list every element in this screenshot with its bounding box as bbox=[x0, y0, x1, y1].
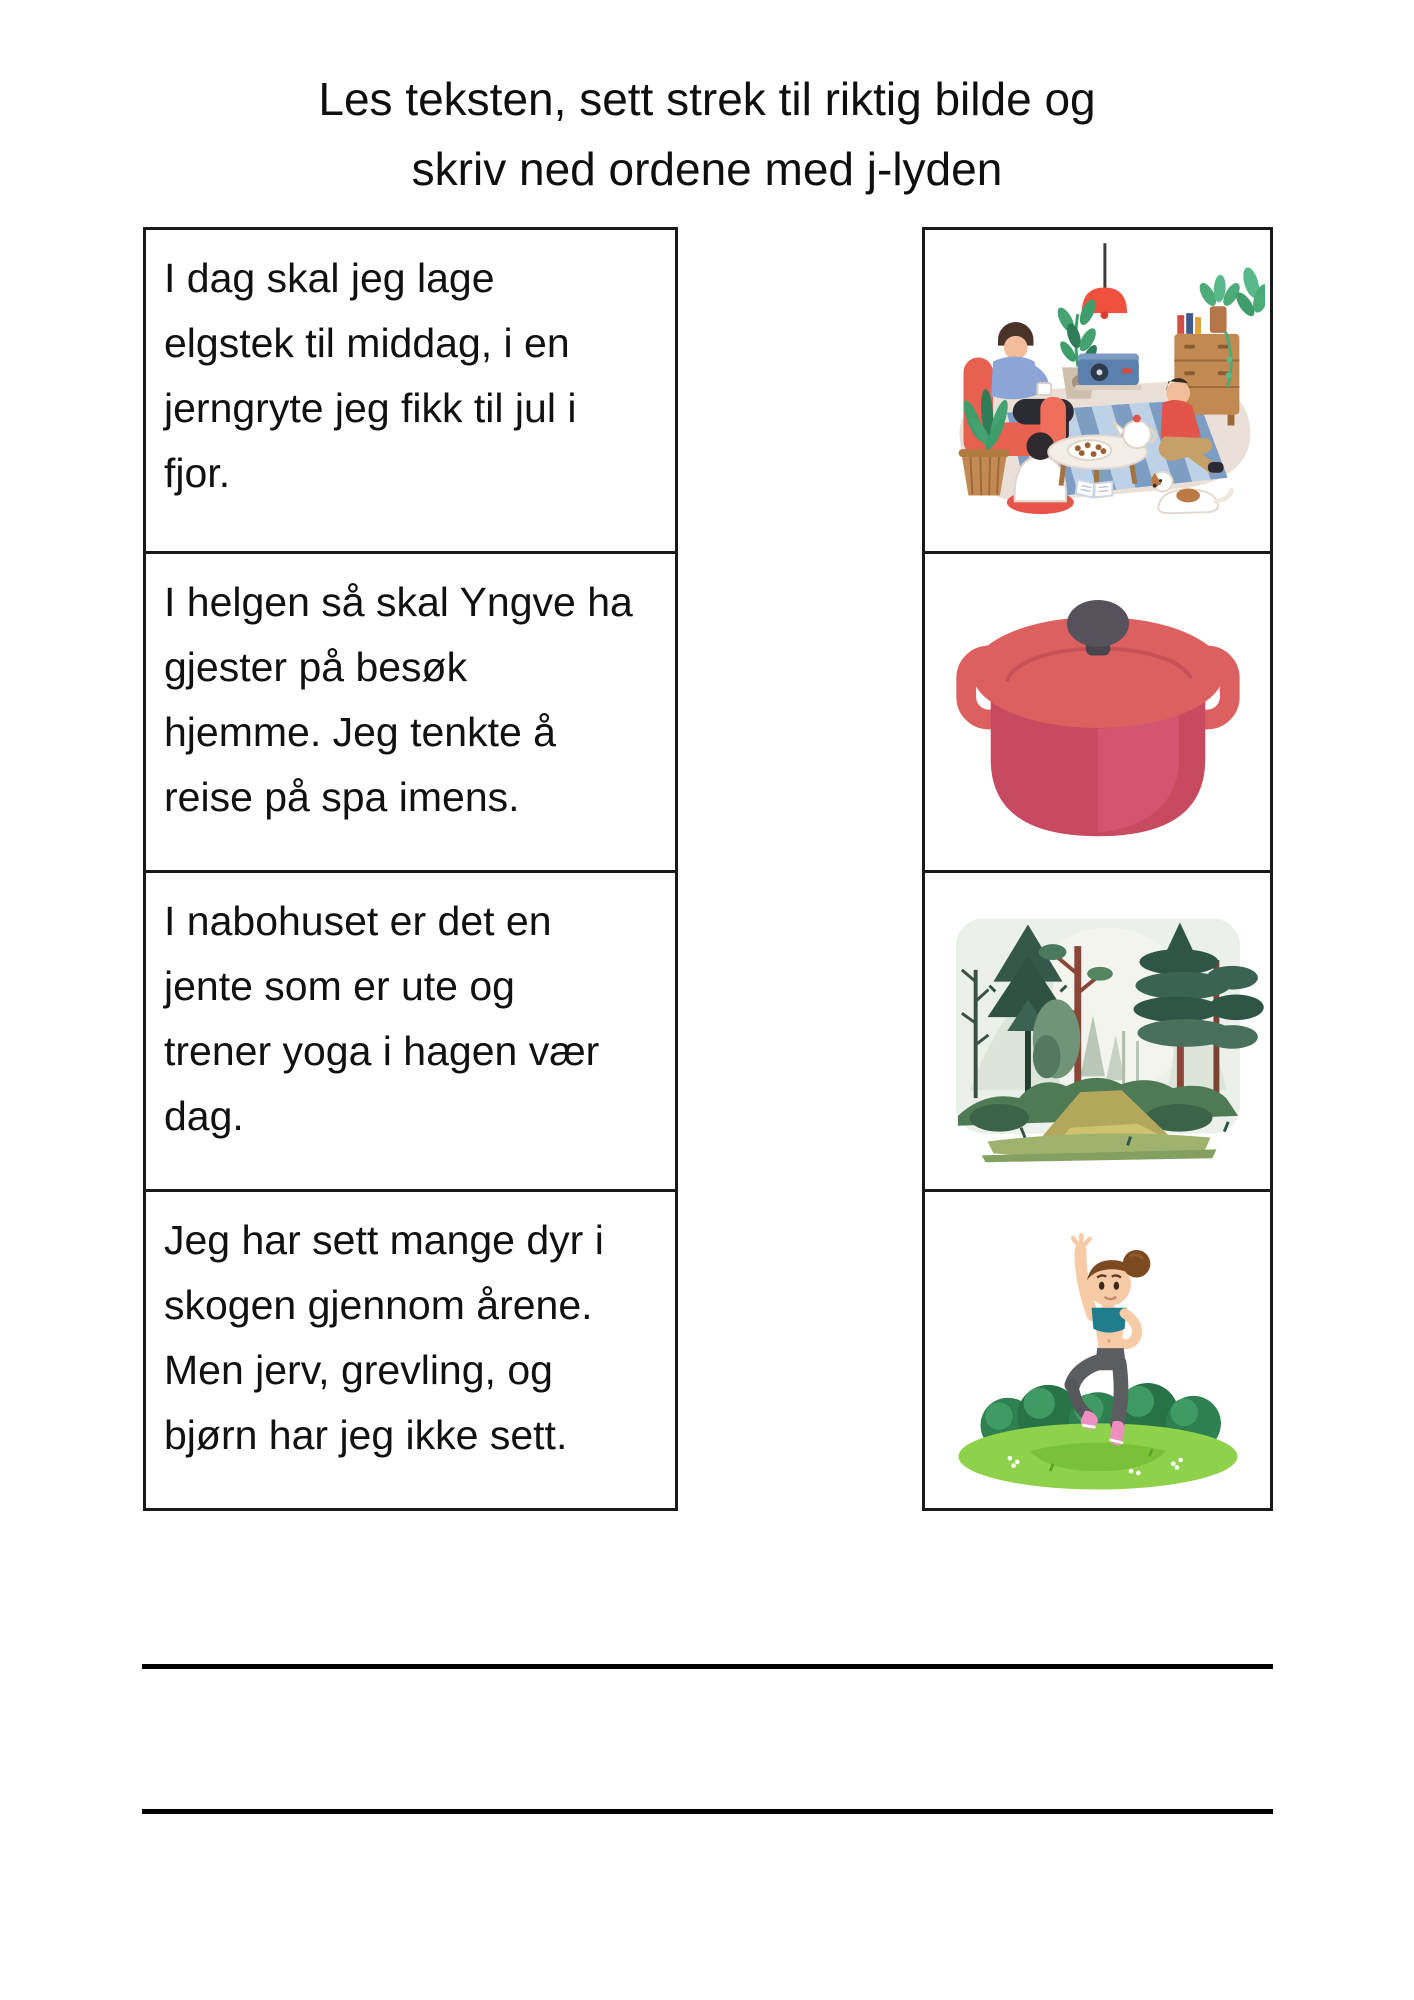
text-line: fjor. bbox=[164, 450, 231, 496]
text-line: jerngryte jeg fikk til jul i bbox=[164, 385, 577, 431]
title-line-2: skriv ned ordene med j-lyden bbox=[411, 143, 1003, 195]
text-line: hjemme. Jeg tenkte å bbox=[164, 709, 556, 755]
text-line: I dag skal jeg lage bbox=[164, 255, 495, 301]
yoga-girl-illustration bbox=[942, 1203, 1254, 1497]
living-room-illustration bbox=[930, 242, 1265, 540]
text-line: I nabohuset er det en bbox=[164, 898, 552, 944]
text-box-1 bbox=[143, 227, 678, 554]
text-line: reise på spa imens. bbox=[164, 774, 520, 820]
image-box-3 bbox=[922, 870, 1273, 1192]
image-column bbox=[922, 227, 1273, 1511]
title-line-1: Les teksten, sett strek til riktig bilde og bbox=[318, 73, 1096, 125]
answer-line-2 bbox=[142, 1809, 1273, 1814]
image-box-4 bbox=[922, 1189, 1273, 1511]
red-pot-illustration bbox=[938, 566, 1258, 858]
text-line: I helgen så skal Yngve ha bbox=[164, 579, 633, 625]
text-line: Jeg har sett mange dyr i bbox=[164, 1217, 604, 1263]
text-box-2 bbox=[143, 551, 678, 873]
text-line: dag. bbox=[164, 1093, 244, 1139]
text-line: trener yoga i hagen vær bbox=[164, 1028, 600, 1074]
image-box-2 bbox=[922, 551, 1273, 873]
text-line: skogen gjennom årene. bbox=[164, 1282, 593, 1328]
worksheet-title bbox=[0, 64, 1414, 204]
text-column bbox=[143, 227, 678, 1511]
text-line: Men jerv, grevling, og bbox=[164, 1347, 553, 1393]
text-box-4 bbox=[143, 1189, 678, 1511]
text-line: elgstek til middag, i en bbox=[164, 320, 570, 366]
answer-line-1 bbox=[142, 1664, 1273, 1669]
text-line: gjester på besøk bbox=[164, 644, 468, 690]
text-line: jente som er ute og bbox=[164, 963, 515, 1009]
text-box-3 bbox=[143, 870, 678, 1192]
text-line: bjørn har jeg ikke sett. bbox=[164, 1412, 568, 1458]
forest-illustration bbox=[929, 883, 1267, 1179]
image-box-1 bbox=[922, 227, 1273, 554]
